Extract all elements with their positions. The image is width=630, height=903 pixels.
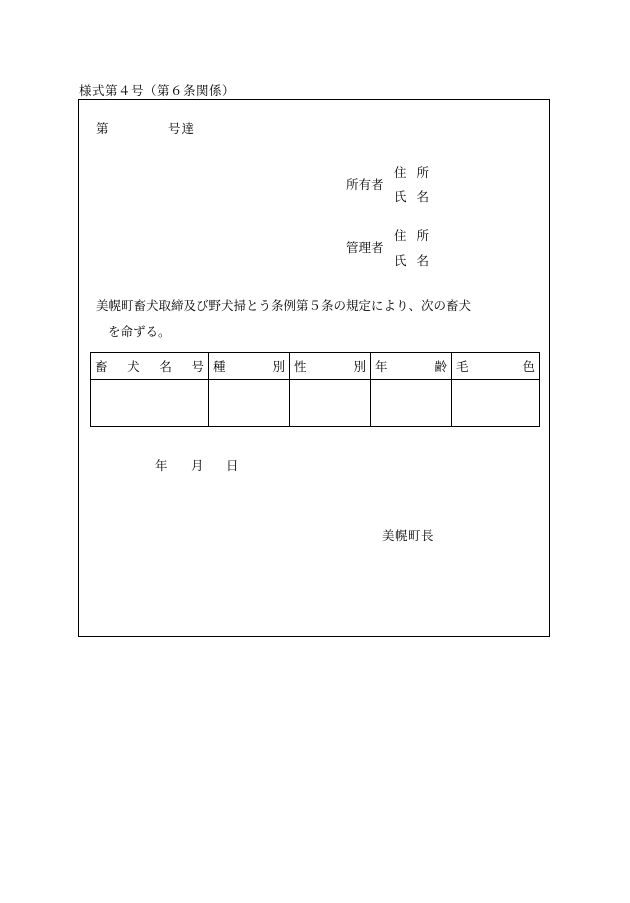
- owner-name-label: 氏名: [394, 189, 440, 204]
- header-coat-color: [452, 353, 540, 380]
- cell-breed: [209, 380, 290, 427]
- header-sex-char: 別: [353, 359, 366, 374]
- header-dog-name-char: 犬: [127, 359, 140, 374]
- header-dog-name-char: 畜: [95, 359, 108, 374]
- cell-sex: [290, 380, 371, 427]
- form-title: 様式第４号（第６条関係）: [79, 83, 236, 98]
- body-text-line-2: を命ずる。: [108, 324, 171, 339]
- header-coat-color-char: 毛: [456, 359, 469, 374]
- header-sex-char: 性: [294, 359, 307, 374]
- header-sex: [290, 353, 371, 380]
- manager-address-label: 住所: [394, 228, 440, 243]
- header-breed: [209, 353, 290, 380]
- cell-coat-color: [452, 380, 540, 427]
- manager-name-label: 氏名: [394, 253, 440, 268]
- cell-age: [371, 380, 452, 427]
- header-dog-name: [91, 353, 209, 380]
- header-dog-name-char: 名: [159, 359, 172, 374]
- date-month-label: 月: [191, 458, 204, 473]
- mayor-signature: 美幌町長: [382, 528, 435, 543]
- document-number-prefix: 第: [96, 121, 109, 136]
- owner-address-label: 住所: [394, 165, 440, 180]
- header-age-char: 齢: [434, 359, 447, 374]
- manager-role-label: 管理者: [346, 240, 384, 255]
- header-breed-char: 別: [272, 359, 285, 374]
- header-coat-color-char: 色: [522, 359, 535, 374]
- document-number-suffix: 号達: [168, 121, 196, 136]
- owner-role-label: 所有者: [346, 177, 384, 192]
- date-day-label: 日: [226, 458, 239, 473]
- header-dog-name-char: 号: [191, 359, 204, 374]
- header-breed-char: 種: [213, 359, 226, 374]
- header-age: [371, 353, 452, 380]
- table-header-row: [91, 353, 540, 380]
- header-age-char: 年: [375, 359, 388, 374]
- dog-info-table: [90, 352, 540, 427]
- table-row: [91, 380, 540, 427]
- cell-dog-name: [91, 380, 209, 427]
- date-year-label: 年: [155, 458, 168, 473]
- body-text-line-1: 美幌町畜犬取締及び野犬掃とう条例第５条の規定により、次の畜犬: [96, 298, 472, 313]
